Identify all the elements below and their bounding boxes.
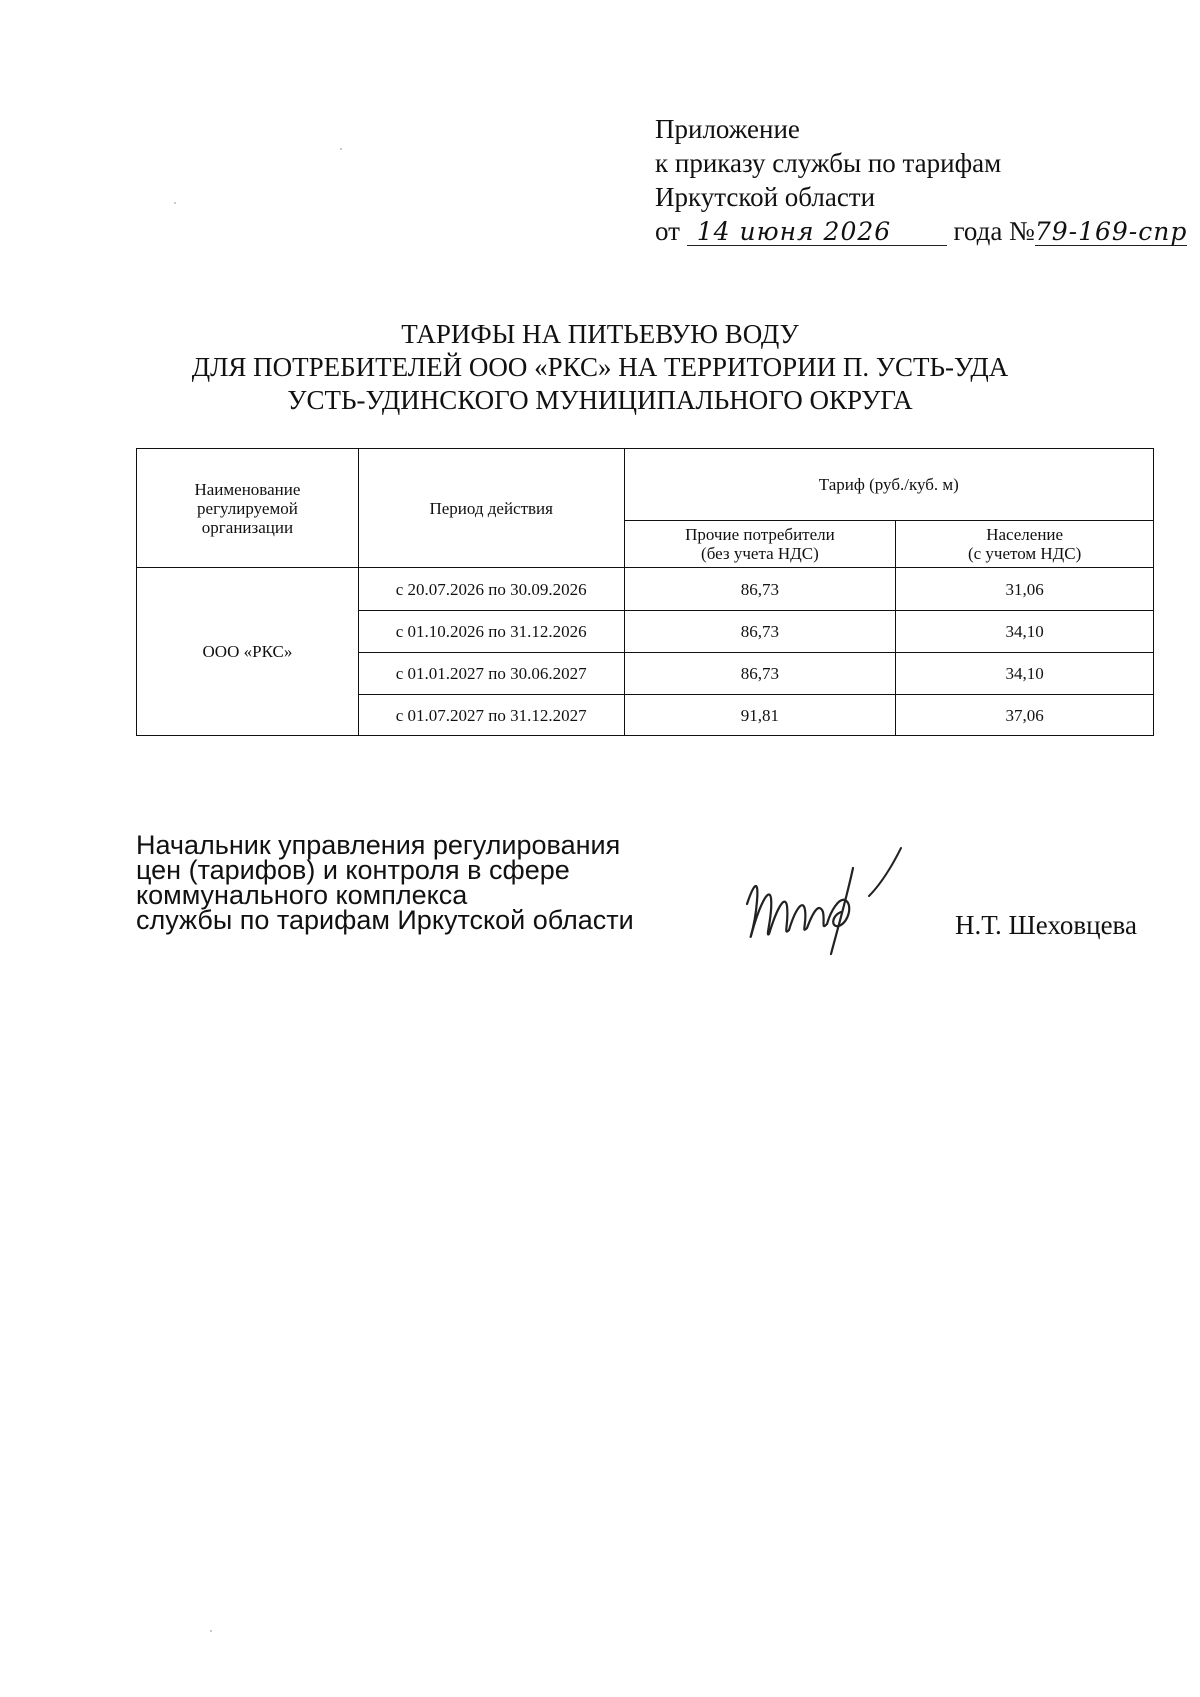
signatory-position	[136, 830, 634, 935]
signature-scribble-icon	[735, 846, 955, 966]
other-tariff-cell: 86,73	[624, 568, 896, 611]
organization-cell: ООО «РКС»	[137, 568, 359, 736]
handwritten-signature	[735, 846, 955, 971]
year-number-label: года №	[953, 216, 1035, 246]
period-cell: с 01.10.2026 по 31.12.2026	[358, 611, 624, 653]
document-title	[0, 318, 1200, 417]
header-other-consumers	[624, 521, 896, 568]
position-line-3: коммунального комплекса	[136, 880, 468, 910]
period-cell: с 01.01.2027 по 30.06.2027	[358, 653, 624, 695]
header-population-line-2: (с учетом НДС)	[967, 544, 1082, 563]
appendix-date-line	[655, 214, 1187, 248]
appendix-order-ref: к приказу службы по тарифам	[655, 148, 1002, 178]
scan-speck	[210, 1630, 212, 1632]
signer-name: Н.Т. Шеховцева	[955, 910, 1137, 940]
population-tariff-cell: 31,06	[896, 568, 1154, 611]
period-cell: с 20.07.2026 по 30.09.2026	[358, 568, 624, 611]
position-line-4: службы по тарифам Иркутской области	[136, 905, 634, 935]
population-tariff-cell: 34,10	[896, 653, 1154, 695]
scan-speck	[174, 202, 176, 204]
handwritten-number: 79-169-спр	[1034, 217, 1188, 246]
header-other-line-1: Прочие потребители	[685, 525, 835, 544]
header-other-line-2: (без учета НДС)	[701, 544, 819, 563]
tariff-table	[136, 448, 1154, 736]
title-line-1: ТАРИФЫ НА ПИТЬЕВУЮ ВОДУ	[401, 319, 799, 349]
population-tariff-cell: 34,10	[896, 611, 1154, 653]
table-row	[137, 568, 1154, 611]
appendix-region: Иркутской области	[655, 182, 876, 212]
header-organization: Наименование регулируемой организации	[137, 449, 359, 568]
header-tariff: Тариф (руб./куб. м)	[624, 449, 1153, 521]
header-population-line-1: Население	[986, 525, 1064, 544]
scan-speck	[340, 148, 342, 150]
other-tariff-cell: 86,73	[624, 653, 896, 695]
period-cell: с 01.07.2027 по 31.12.2027	[358, 695, 624, 736]
title-line-3: УСТЬ-УДИНСКОГО МУНИЦИПАЛЬНОГО ОКРУГА	[287, 385, 913, 415]
other-tariff-cell: 91,81	[624, 695, 896, 736]
other-tariff-cell: 86,73	[624, 611, 896, 653]
appendix-title: Приложение	[655, 114, 800, 144]
header-period: Период действия	[358, 449, 624, 568]
date-prefix: от	[655, 216, 680, 246]
title-line-2: ДЛЯ ПОТРЕБИТЕЛЕЙ ООО «РКС» НА ТЕРРИТОРИИ П. УСТЬ-УДА	[191, 352, 1009, 382]
position-line-2: цен (тарифов) и контроля в сфере	[136, 855, 570, 885]
population-tariff-cell: 37,06	[896, 695, 1154, 736]
appendix-header	[655, 112, 1187, 248]
position-line-1: Начальник управления регулирования	[136, 830, 621, 860]
header-population	[896, 521, 1154, 568]
handwritten-date: 14 июня 2026	[687, 219, 947, 246]
